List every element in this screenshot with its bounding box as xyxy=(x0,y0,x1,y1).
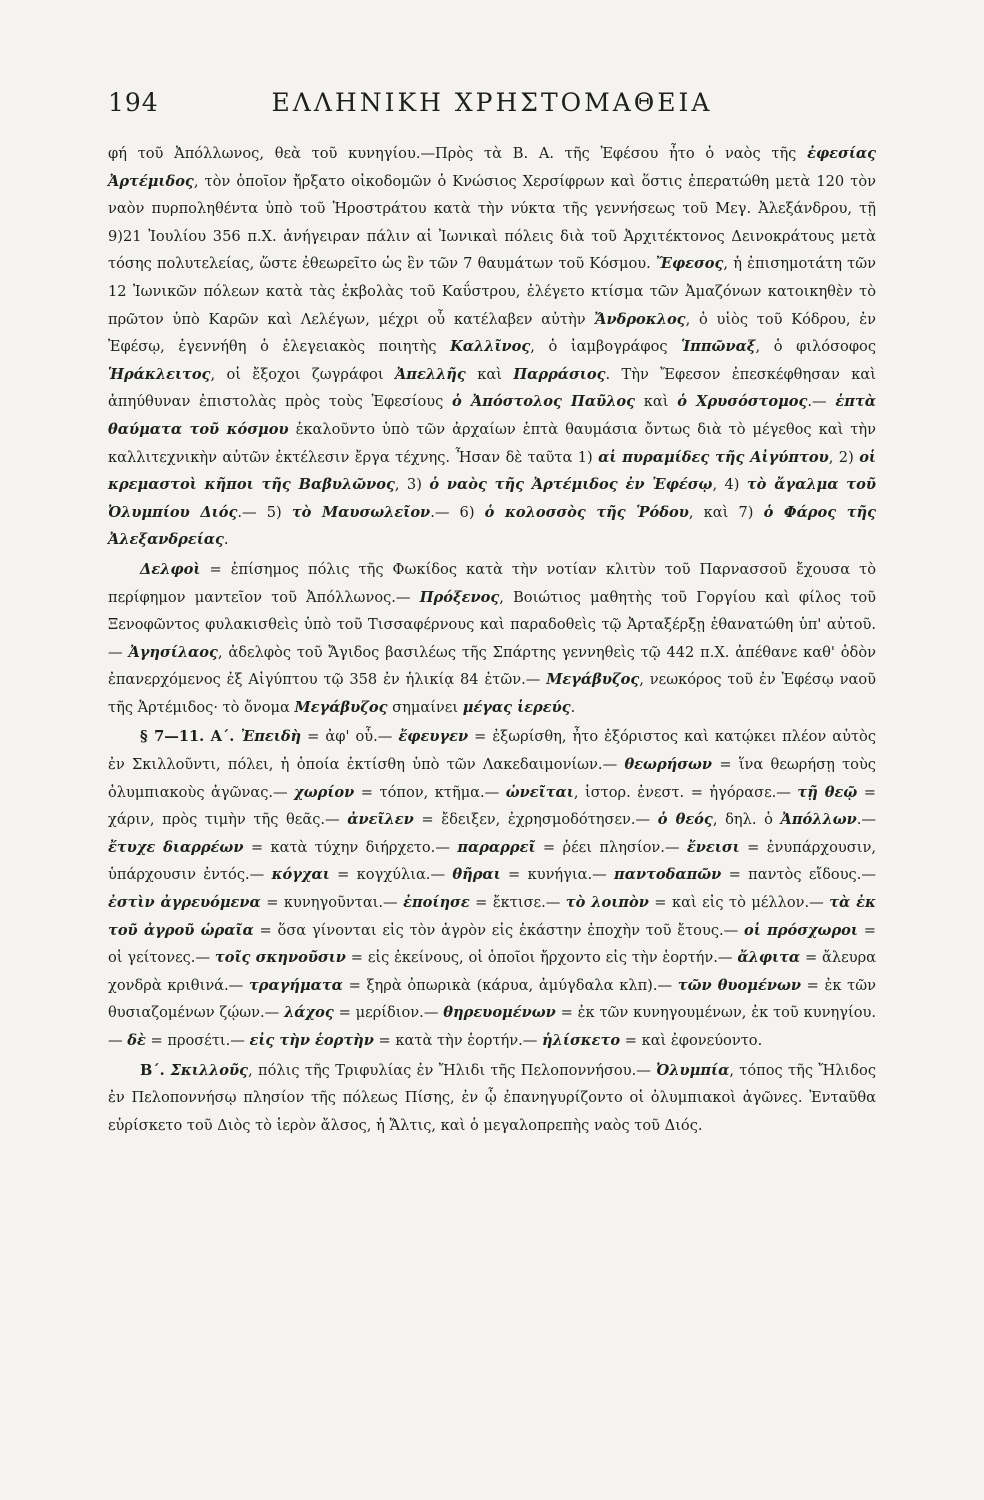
text-run: . xyxy=(570,698,576,716)
text-run: = ἔκτισε.— xyxy=(469,894,566,912)
text-run: = κυνηγοῦνται.— xyxy=(260,894,404,912)
headword: τοῖς σκηνοῦσιν xyxy=(214,949,346,967)
headword: ὁ κολοσσὸς τῆς Ῥόδου xyxy=(484,503,689,521)
headword: Ἔφεσος xyxy=(655,255,724,273)
text-run: = ῥέει πλησίον.— xyxy=(535,838,687,856)
text-run: = ὅσα γίνονται εἰς τὸν ἀγρὸν εἰς ἑκάστην ἐποχὴν τοῦ ἔτους.— xyxy=(253,921,745,939)
headword: ὁ Ἀπόστολος Παῦλος xyxy=(452,393,636,411)
headword: Ὀλυμπία xyxy=(656,1061,730,1079)
text-run: φή τοῦ Ἀπόλλωνος, θεὰ τοῦ κυνηγίου.—Πρὸς τὰ Β. Α. τῆς Ἐφέσου ἦτο ὁ ναὸς τῆς xyxy=(108,145,808,162)
headword: τῇ θεῷ xyxy=(797,783,858,801)
headword: δὲ xyxy=(127,1032,146,1049)
headword: Σκιλλοῦς xyxy=(170,1061,249,1079)
paragraph xyxy=(108,1057,876,1140)
headword: τῶν θυομένων xyxy=(677,976,801,994)
body-text xyxy=(108,140,876,1139)
headword: τὸ ἄγαλμα τοῦ Ὀλυμπίου Διός xyxy=(108,476,876,521)
headword: ἑπτὰ θαύματα τοῦ κόσμου xyxy=(108,393,877,438)
text-run: , τόπος τῆς Ἤλιδος ἐν Πελοποννήσῳ πλησίον τῆς πόλεως Πίσης, ἐν ᾧ ἐπανηγυρίζοντο οἱ ὀλυμπιακοὶ ἀγῶνες. Ἐνταῦθα εὑρίσκετο τοῦ Διὸς τὸ ἱερὸν ἄλσος, ἡ Ἄλτις, καὶ ὁ μεγαλοπρεπὴς ναὸς τοῦ Διός. xyxy=(108,1061,877,1134)
text-run: ἐκαλοῦντο ὑπὸ τῶν ἀρχαίων ἑπτὰ θαυμάσια ὄντως διὰ τὸ μέγεθος καὶ τὴν καλλιτεχνικὴν αὐτῶν ἐκτέλεσιν ἔργα τέχνης. Ἦσαν δὲ ταῦτα 1) xyxy=(108,420,876,466)
headword: Ἀγησίλαος xyxy=(128,643,218,661)
section-marker: § 7—11. Α΄. xyxy=(140,728,241,746)
text-run: = εἰς ἐκείνους, οἱ ὁποῖοι ἤρχοντο εἰς τὴν ἑορτήν.— xyxy=(345,949,738,967)
text-run: = προσέτι.— xyxy=(145,1032,250,1049)
headword: τὸ λοιπὸν xyxy=(565,894,649,912)
text-run: = ξηρὰ ὀπωρικὰ (κάρυα, ἀμύγδαλα κλπ).— xyxy=(342,976,678,994)
headword: Ἄνδροκλος xyxy=(594,310,686,328)
headword: ἔνεισι xyxy=(686,838,740,856)
paragraph xyxy=(108,556,876,722)
headword: ὁ Φάρος τῆς Ἀλεξανδρείας xyxy=(108,503,877,549)
text-run: = ἐνυπάρχουσιν, ὑπάρχουσιν ἐντός.— xyxy=(108,838,877,884)
text-run: καὶ xyxy=(635,393,678,411)
text-run: , 2) xyxy=(828,448,860,466)
headword: Καλλῖνος xyxy=(450,338,531,356)
headword: ἐποίησε xyxy=(403,894,470,912)
text-run: , οἱ ἔξοχοι ζωγράφοι xyxy=(210,365,395,383)
page-number: 194 xyxy=(108,88,159,117)
headword: Ἐπειδὴ xyxy=(240,728,302,746)
headword: ἐφεσίας Ἀρτέμιδος xyxy=(108,145,876,190)
paragraph xyxy=(108,140,876,554)
headword: τὸ Μαυσωλεῖον xyxy=(291,503,431,521)
headword: οἱ κρεμαστοὶ κῆποι τῆς Βαβυλῶνος xyxy=(108,448,876,494)
running-title: ΕΛΛΗΝΙΚΗ ΧΡΗΣΤΟΜΑΘΕΙΑ xyxy=(271,88,713,117)
text-run: , Βοιώτιος μαθητὴς τοῦ Γοργίου καὶ φίλος τοῦ Ξενοφῶντος φυλακισθεὶς ὑπὸ τοῦ Τισσαφέρνους καὶ παραδοθεὶς τῷ Ἀρταξέρξῃ ἐθανατώθη ὑπ' αὐτοῦ.— xyxy=(108,588,876,661)
headword: Παρράσιος xyxy=(513,365,606,383)
text-run: = ἵνα θεωρήσῃ τοὺς ὀλυμπιακοὺς ἀγῶνας.— xyxy=(108,756,876,801)
headword: θῆραι xyxy=(452,866,501,884)
text-run: = ἀφ' οὗ.— xyxy=(301,728,399,746)
headword: παντοδαπῶν xyxy=(614,866,722,884)
headword: ἐστὶν ἀγρευόμενα xyxy=(108,894,261,912)
headword: εἰς τὴν ἑορτὴν xyxy=(249,1032,374,1049)
text-run: , πόλις τῆς Τριφυλίας ἐν Ἤλιδι τῆς Πελοποννήσου.— xyxy=(248,1061,657,1079)
text-run: = ἐξωρίσθη, ἦτο ἐξόριστος καὶ κατῴκει πλέον αὐτὸς ἐν Σκιλλοῦντι, πόλει, ἡ ὁποία ἐκτίσθη ὑπὸ τῶν Λακεδαιμονίων.— xyxy=(108,728,876,774)
text-run: = κατὰ τὴν ἑορτήν.— xyxy=(373,1032,543,1049)
text-run: .— 6) xyxy=(430,503,485,521)
headword: κόγχαι xyxy=(271,866,330,884)
text-run: , 3) xyxy=(394,476,430,494)
headword: Ἀπελλῆς xyxy=(394,365,466,383)
headword: οἱ πρόσχωροι xyxy=(744,921,858,939)
headword: μέγας ἱερεύς xyxy=(462,698,571,716)
headword: ἡλίσκετο xyxy=(542,1032,621,1049)
text-run: = ἐπίσημος πόλις τῆς Φωκίδος κατὰ τὴν νοτίαν κλιτὺν τοῦ Παρνασσοῦ ἔχουσα τὸ περίφημον μαντεῖον τοῦ Ἀπόλλωνος.— xyxy=(108,560,876,606)
headword: χωρίον xyxy=(294,783,355,801)
text-run: , ἀδελφὸς τοῦ Ἄγιδος βασιλέως τῆς Σπάρτης γεννηθεὶς τῷ 442 π.Χ. ἀπέθανε καθ' ὁδὸν ἐπανερχόμενος ἐξ Αἰγύπτου τῷ 358 ἐν ἡλικίᾳ 84 ἐτῶν.— xyxy=(108,643,877,689)
text-run: = μερίδιον.— xyxy=(333,1004,444,1022)
headword: Ἀπόλλων xyxy=(780,811,857,829)
section-marker: Β΄. xyxy=(140,1061,171,1079)
headword: θεωρήσων xyxy=(624,756,713,774)
text-run: , νεωκόρος τοῦ ἐν Ἐφέσῳ ναοῦ τῆς Ἀρτέμιδος· τὸ ὄνομα xyxy=(108,671,876,716)
text-run: καὶ xyxy=(465,365,514,383)
text-run: .— xyxy=(856,811,876,829)
text-run: = ἄλευρα χονδρὰ κριθινά.— xyxy=(108,949,877,994)
text-run: = καὶ ἐφονεύοντο. xyxy=(620,1032,763,1049)
headword: Δελφοὶ xyxy=(140,560,201,578)
paragraph xyxy=(108,723,876,1054)
text-run: = καὶ εἰς τὸ μέλλον.— xyxy=(648,894,830,912)
headword: τραγήματα xyxy=(248,976,343,994)
text-run: .— 5) xyxy=(237,503,292,521)
headword: ὁ ναὸς τῆς Ἀρτέμιδος ἐν Ἐφέσῳ xyxy=(429,476,713,494)
text-run: , δηλ. ὁ xyxy=(712,811,781,829)
text-run: , ὁ υἱὸς τοῦ Κόδρου, ἐν Ἐφέσῳ, ἐγεννήθη ὁ ἐλεγειακὸς ποιητὴς xyxy=(108,310,877,356)
text-run: , ὁ ἰαμβογράφος xyxy=(530,338,682,356)
text-run: σημαίνει xyxy=(387,698,463,716)
text-run: . xyxy=(223,531,229,549)
headword: ἔφευγεν xyxy=(398,728,469,746)
headword: ἀνεῖλεν xyxy=(347,811,414,829)
text-run: = κατὰ τύχην διήρχετο.— xyxy=(243,838,458,856)
headword: Μεγάβυζος xyxy=(294,698,388,716)
headword: ἄλφιτα xyxy=(737,949,801,967)
text-run: = τόπον, κτῆμα.— xyxy=(354,783,506,801)
text-run: , τὸν ὁποῖον ἤρξατο οἰκοδομῶν ὁ Κνώσιος Χερσίφρων καὶ ὅστις ἐπερατώθη μετὰ 120 τὸν ναὸν πυρποληθέντα ὑπὸ τοῦ Ἡροστράτου κατὰ τὴν νύκτα τῆς γεννήσεως τοῦ Μεγ. Ἀλεξάνδρου, τῇ 9)21 Ἰουλίου 356 π.Χ. ἀνήγειραν πάλιν αἱ Ἰωνικαὶ πόλεις διὰ τοῦ Ἀρχιτέκτονος Δεινοκράτους μετὰ τόσης πολυτελείας, ὥστε ἐθεωρεῖτο ὡς ἓν τῶν 7 θαυμάτων τοῦ Κόσμου. xyxy=(108,172,876,273)
headword: Ἱππῶναξ xyxy=(681,338,756,356)
headword: ὁ θεός xyxy=(657,811,713,829)
headword: παραρρεῖ xyxy=(457,838,536,856)
text-run: = κυνήγια.— xyxy=(500,866,615,884)
headword: Μεγάβυζος xyxy=(546,671,640,689)
page-header xyxy=(108,88,876,134)
headword: Πρόξενος xyxy=(419,588,500,606)
text-run: = κογχύλια.— xyxy=(329,866,453,884)
headword: Ἡράκλειτος xyxy=(108,365,211,383)
headword: ὠνεῖται xyxy=(505,783,574,801)
text-run: = χάριν, πρὸς τιμὴν τῆς θεᾶς.— xyxy=(108,783,876,829)
text-run: , ἡ ἐπισημοτάτη τῶν 12 Ἰωνικῶν πόλεων κατὰ τὰς ἐκβολὰς τοῦ Καΰστρου, ἐλέγετο κτίσμα τῶν Ἀμαζόνων κατοικηθὲν τὸ πρῶτον ὑπὸ Καρῶν καὶ Λελέγων, μέχρι οὗ κατέλαβεν αὐτὴν xyxy=(108,255,877,328)
text-run: = ἔδειξεν, ἐχρησμοδότησεν.— xyxy=(413,811,658,829)
headword: λάχος xyxy=(284,1004,334,1022)
text-run: = ἐκ τῶν θυσιαζομένων ζῴων.— xyxy=(108,976,877,1022)
text-run: = οἱ γείτονες.— xyxy=(108,921,876,967)
text-run: , ἱστορ. ἐνεστ. = ἠγόρασε.— xyxy=(573,783,798,801)
text-run: . Τὴν Ἔφεσον ἐπεσκέφθησαν καὶ ἀπηύθυναν ἐπιστολὰς πρὸς τοὺς Ἐφεσίους xyxy=(108,365,877,411)
headword: αἱ πυραμίδες τῆς Αἰγύπτου xyxy=(598,448,829,466)
headword: θηρευομένων xyxy=(443,1004,556,1022)
headword: τὰ ἐκ τοῦ ἀγροῦ ὡραῖα xyxy=(108,894,876,939)
headword: ἔτυχε διαρρέων xyxy=(108,838,244,856)
text-run: , 4) xyxy=(712,476,747,494)
text-run: , ὁ φιλόσοφος xyxy=(755,338,876,356)
text-run: , καὶ 7) xyxy=(688,503,764,521)
text-run: .— xyxy=(807,393,836,411)
text-run: = ἐκ τῶν κυνηγουμένων, ἐκ τοῦ κυνηγίου.— xyxy=(108,1004,876,1049)
headword: ὁ Χρυσόστομος xyxy=(677,393,808,411)
text-run: = παντὸς εἴδους.— xyxy=(721,866,876,884)
